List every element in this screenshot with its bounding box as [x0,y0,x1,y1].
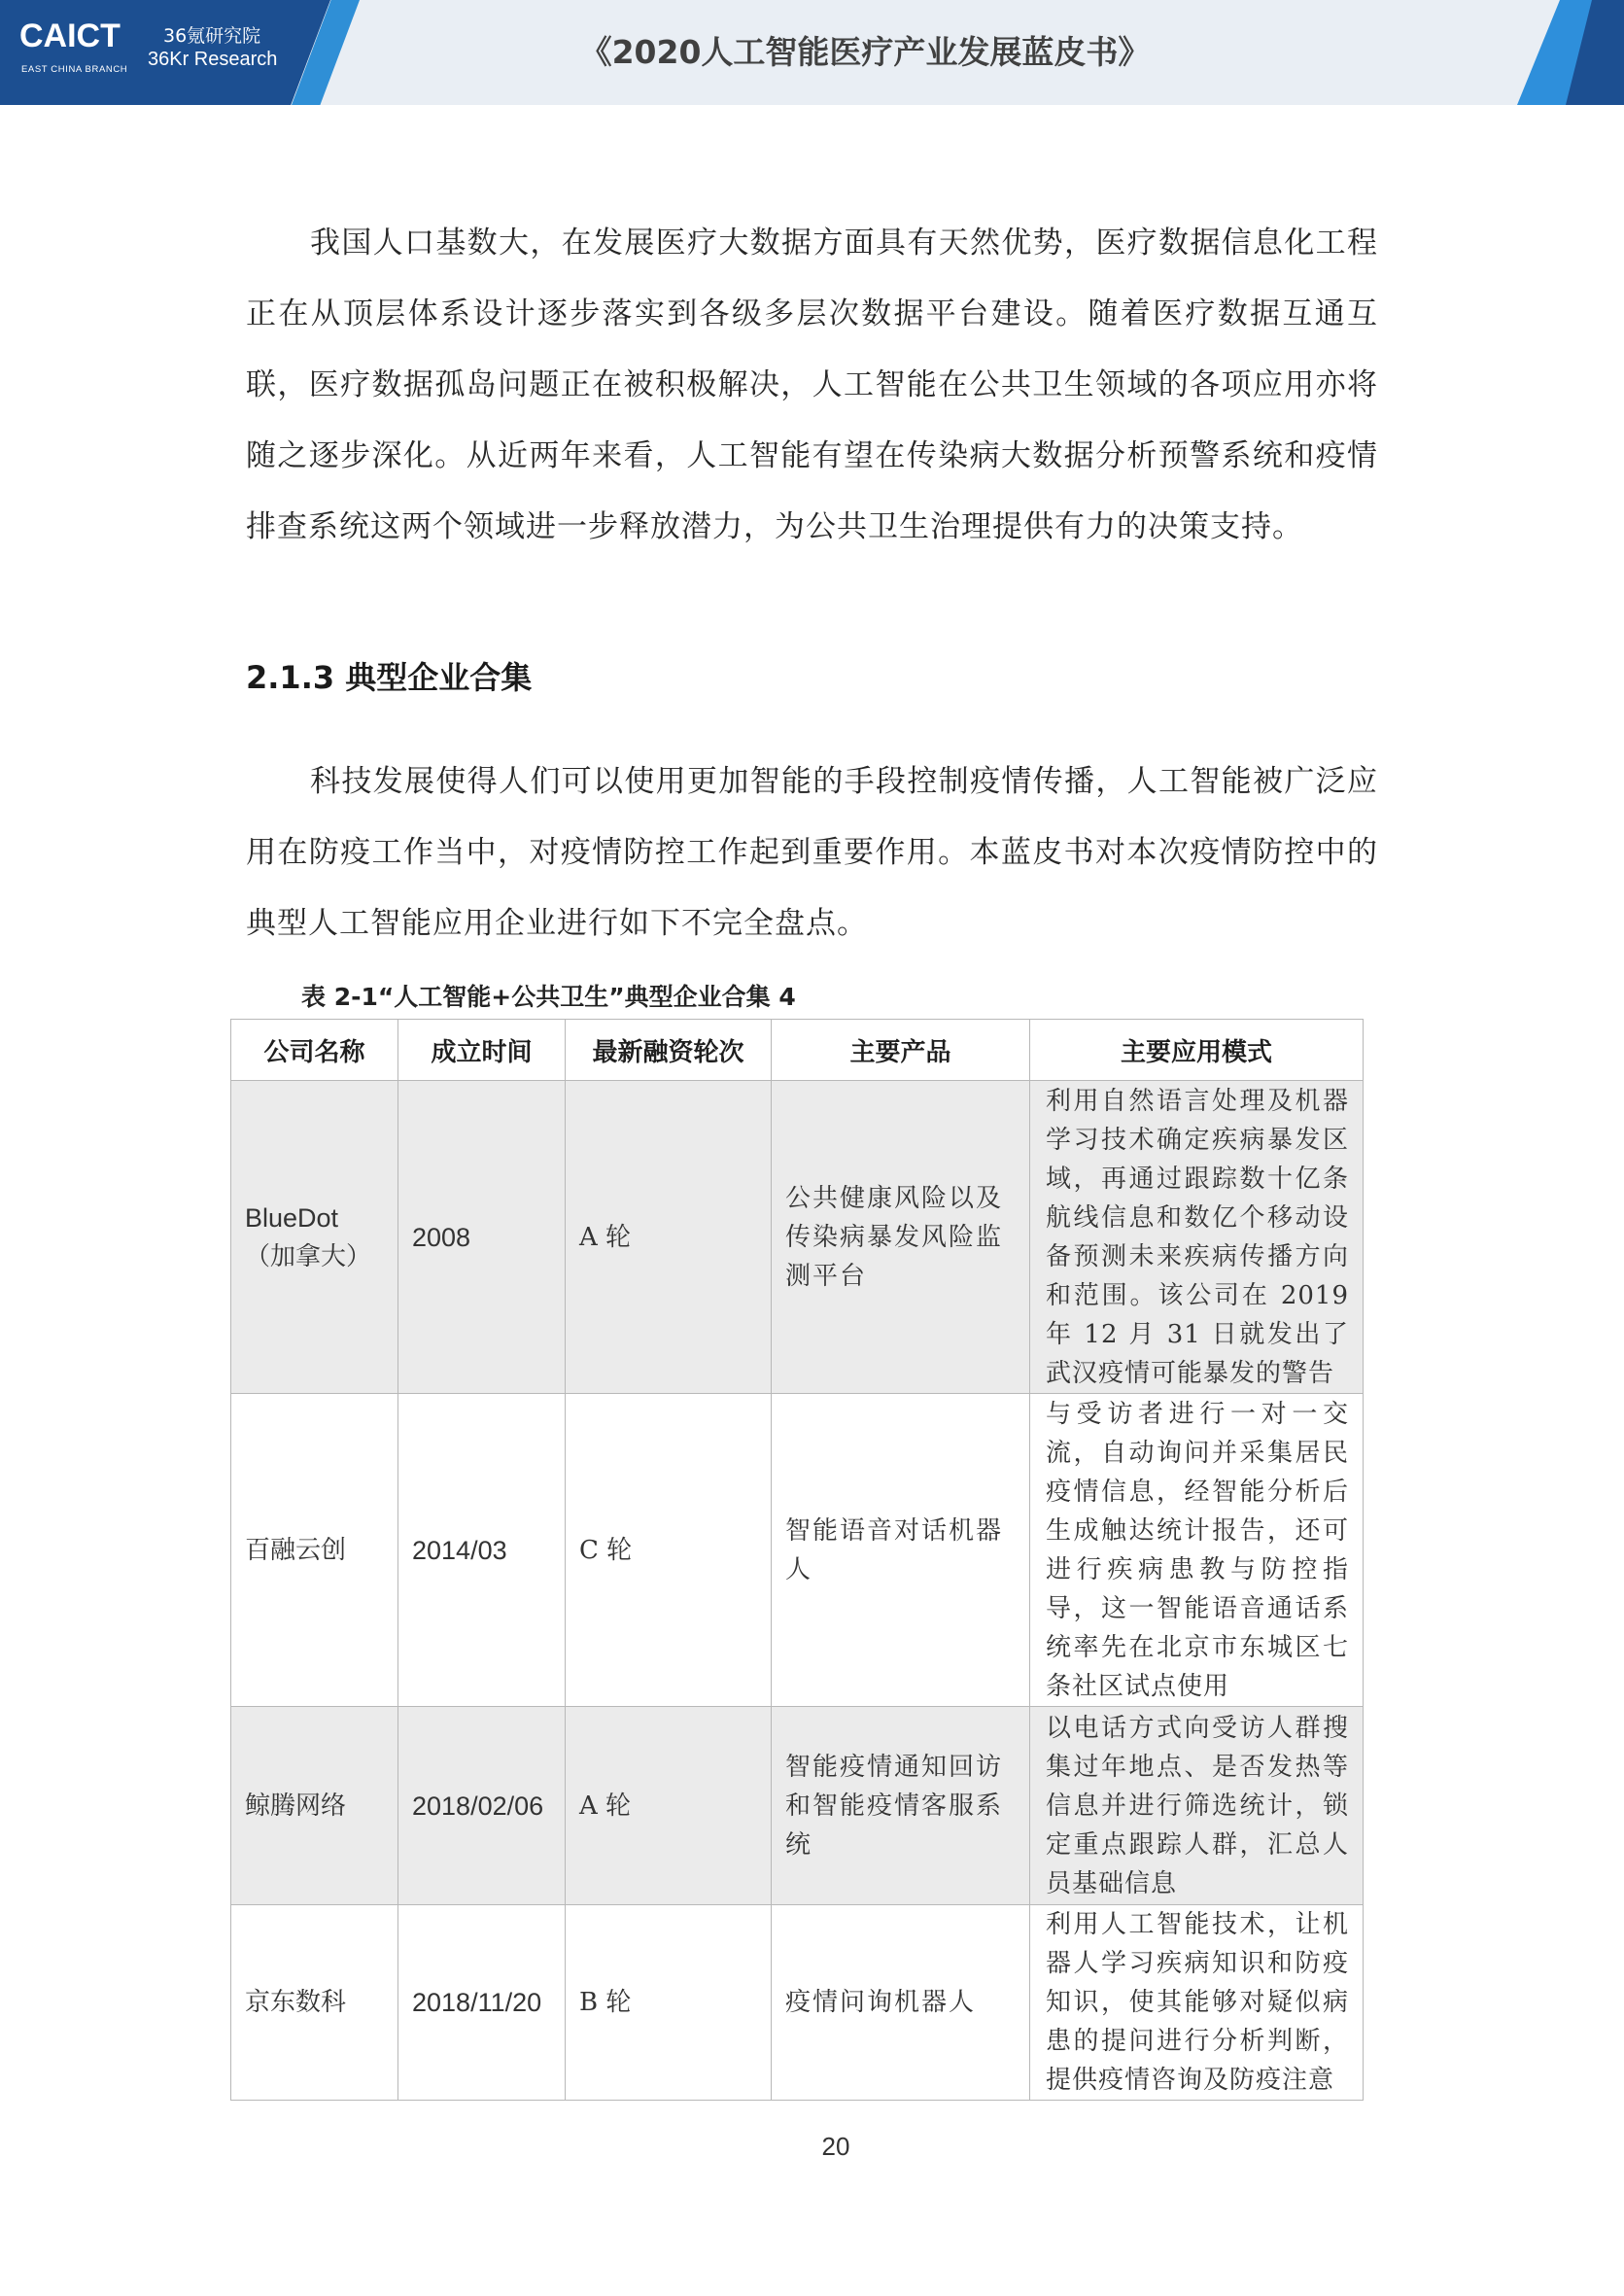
table-row [231,1081,1364,1394]
cell-round: A 轮 [566,1081,772,1394]
36kr-logo-chinese: 36氪研究院 [163,25,261,47]
cell-company: 京东数科 [231,1905,398,2101]
document-title: 《2020人工智能医疗产业发展蓝皮书》 [579,33,1151,71]
cell-company: 鲸腾网络 [231,1707,398,1905]
header-round: 最新融资轮次 [566,1020,772,1081]
caict-logo: CAICT [19,17,121,54]
company-note: （加拿大） [245,1241,372,1271]
cell-founded: 2008 [398,1081,566,1394]
section-heading: 2.1.3 典型企业合集 [246,659,533,696]
36kr-logo-english: 36Kr Research [148,49,278,70]
cell-founded: 2014/03 [398,1394,566,1707]
cell-mode: 与受访者进行一对一交流，自动询问并采集居民疫情信息，经智能分析后生成触达统计报告，还可进行疾病患教与防控指导，这一智能语音通话系统率先在北京市东城区七条社区试点使用 [1030,1394,1364,1707]
cell-company: 百融云创 [231,1394,398,1707]
header-product: 主要产品 [772,1020,1030,1081]
company-table [230,1019,1364,2101]
cell-round: B 轮 [566,1905,772,2101]
cell-round: C 轮 [566,1394,772,1707]
table-row [231,1905,1364,2101]
company-name: BlueDot [245,1202,339,1233]
body-paragraph-2: 科技发展使得人们可以使用更加智能的手段控制疫情传播，人工智能被广泛应用在防疫工作当中，对疫情防控工作起到重要作用。本蓝皮书对本次疫情防控中的典型人工智能应用企业进行如下不完全盘点。 [246,764,1378,941]
cell-product: 疫情问询机器人 [772,1905,1030,2101]
header-company: 公司名称 [231,1020,398,1081]
cell-founded: 2018/11/20 [398,1905,566,2101]
cell-mode: 利用人工智能技术，让机器人学习疾病知识和防疫知识，使其能够对疑似病患的提问进行分析判断，提供疫情咨询及防疫注意 [1030,1905,1364,2101]
table-caption: 表 2-1“人工智能+公共卫生”典型企业合集 4 [301,983,796,1011]
cell-company [231,1081,398,1394]
cell-product: 公共健康风险以及传染病暴发风险监测平台 [772,1081,1030,1394]
table-header-row [231,1020,1364,1081]
page-number: 20 [821,2132,850,2161]
cell-product: 智能语音对话机器人 [772,1394,1030,1707]
table-row [231,1707,1364,1905]
cell-product: 智能疫情通知回访和智能疫情客服系统 [772,1707,1030,1905]
cell-mode: 利用自然语言处理及机器学习技术确定疾病暴发区域，再通过跟踪数十亿条航线信息和数亿个移动设备预测未来疾病传播方向和范围。该公司在 2019 年 12 月 31 日就发出了武汉疫情可能暴发的警告 [1030,1081,1364,1394]
cell-mode: 以电话方式向受访人群搜集过年地点、是否发热等信息并进行筛选统计，锁定重点跟踪人群，汇总人员基础信息 [1030,1707,1364,1905]
cell-round: A 轮 [566,1707,772,1905]
cell-founded: 2018/02/06 [398,1707,566,1905]
table-row [231,1394,1364,1707]
body-paragraph-1: 我国人口基数大，在发展医疗大数据方面具有天然优势，医疗数据信息化工程正在从顶层体系设计逐步落实到各级多层次数据平台建设。随着医疗数据互通互联，医疗数据孤岛问题正在被积极解决，人工智能在公共卫生领域的各项应用亦将随之逐步深化。从近两年来看，人工智能有望在传染病大数据分析预警系统和疫情排查系统这两个领域进一步释放潜力，为公共卫生治理提供有力的决策支持。 [246,226,1378,544]
page-header [0,0,1624,105]
header-mode: 主要应用模式 [1030,1020,1364,1081]
caict-branch-label: EAST CHINA BRANCH [21,64,128,75]
header-founded: 成立时间 [398,1020,566,1081]
